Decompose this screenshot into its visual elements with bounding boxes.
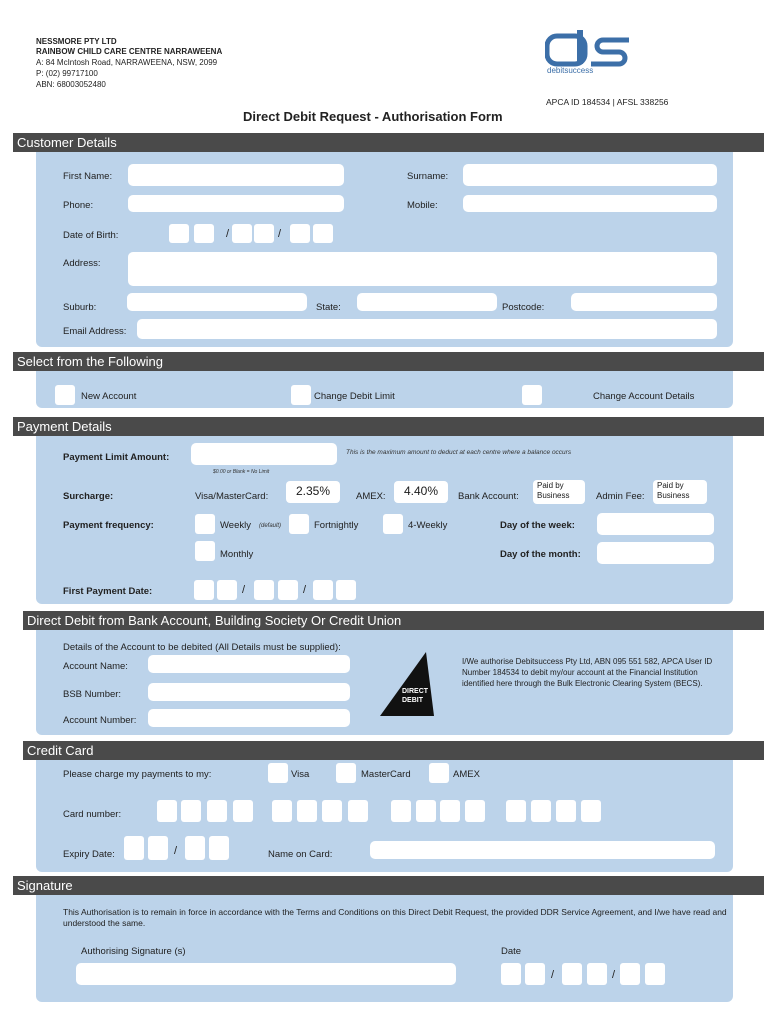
name-on-card-label: Name on Card: [268,849,333,860]
new-account-checkbox[interactable] [55,385,75,405]
section-bank: Direct Debit from Bank Account, Building Society Or Credit Union [23,611,764,630]
four-weekly-checkbox[interactable] [383,514,403,534]
dob-year-2[interactable] [313,224,333,243]
card-digit[interactable] [531,800,551,822]
limit-label: Payment Limit Amount: [63,452,170,463]
first-date-sep-1: / [242,584,246,596]
expiry-year-1[interactable] [185,836,205,860]
frequency-label: Payment frequency: [63,520,154,531]
first-date-label: First Payment Date: [63,586,153,597]
debitsuccess-logo [545,28,635,78]
first-name-field[interactable] [128,164,344,186]
card-digit[interactable] [556,800,576,822]
fortnightly-checkbox[interactable] [289,514,309,534]
expiry-month-1[interactable] [124,836,144,860]
bank-details-note: Details of the Account to be debited (All Details must be supplied): [63,642,341,653]
section-credit-card: Credit Card [23,741,764,760]
charge-label: Please charge my payments to my: [63,769,212,780]
dob-year-1[interactable] [290,224,310,243]
company-name: NESSMORE PTY LTD [36,37,117,46]
state-field[interactable] [357,293,497,311]
admin-label: Admin Fee: [596,491,645,502]
sig-date-year-2[interactable] [645,963,665,985]
card-digit[interactable] [297,800,317,822]
mobile-field[interactable] [463,195,717,212]
section-select: Select from the Following [13,352,764,371]
centre-phone: P: (02) 99717100 [36,69,98,78]
dob-sep-1: / [226,228,230,240]
mastercard-checkbox[interactable] [336,763,356,783]
phone-field[interactable] [128,195,344,212]
first-date-year-2[interactable] [336,580,356,600]
postcode-label: Postcode: [502,302,545,313]
select-panel [36,371,733,408]
suburb-label: Suburb: [63,302,97,313]
first-date-sep-2: / [303,584,307,596]
change-limit-label: Change Debit Limit [314,391,395,402]
card-digit[interactable] [506,800,526,822]
dob-day-2[interactable] [194,224,214,243]
card-digit[interactable] [181,800,201,822]
card-digit[interactable] [581,800,601,822]
fortnightly-label: Fortnightly [314,520,359,531]
visa-mc-label: Visa/MasterCard: [195,491,269,502]
bsb-label: BSB Number: [63,689,122,700]
sig-date-sep-2: / [612,969,616,981]
form-title: Direct Debit Request - Authorisation Form [243,109,503,124]
dob-label: Date of Birth: [63,230,119,241]
card-digit[interactable] [391,800,411,822]
day-week-field[interactable] [597,513,714,535]
direct-debit-logo [378,650,448,720]
card-number-label: Card number: [63,809,122,820]
card-digit[interactable] [465,800,485,822]
account-number-label: Account Number: [63,715,137,726]
expiry-sep: / [174,845,178,857]
first-date-month-1[interactable] [254,580,274,600]
address-label: Address: [63,258,101,269]
phone-label: Phone: [63,200,94,211]
account-name-field[interactable] [148,655,350,673]
mobile-label: Mobile: [407,200,438,211]
bsb-field[interactable] [148,683,350,701]
email-field[interactable] [137,319,717,339]
centre-address: A: 84 McIntosh Road, NARRAWEENA, NSW, 2099 [36,58,218,67]
visa-checkbox[interactable] [268,763,288,783]
signature-label: Authorising Signature (s) [81,946,186,957]
dob-month-1[interactable] [232,224,252,243]
amex-rate-label: AMEX: [356,491,386,502]
section-payment: Payment Details [13,417,764,436]
dob-day-1[interactable] [169,224,189,243]
first-name-label: First Name: [63,171,113,182]
logo-text: debitsuccess [547,66,594,75]
surname-label: Surname: [407,171,449,182]
change-details-label: Change Account Details [593,391,695,402]
first-date-day-2[interactable] [217,580,237,600]
four-weekly-label: 4-Weekly [408,520,448,531]
expiry-year-2[interactable] [209,836,229,860]
dob-month-2[interactable] [254,224,274,243]
signature-date-label: Date [501,946,522,957]
signature-terms: This Authorisation is to remain in force in accordance with the Terms and Conditions on this Direct Debit Request, the provided DDR Service Agreement, and I/we have read and understood the same. [63,907,727,928]
sig-date-month-2[interactable] [587,963,607,985]
weekly-note: (default) [259,523,282,529]
weekly-checkbox[interactable] [195,514,215,534]
limit-field[interactable] [191,443,337,465]
section-signature: Signature [13,876,764,895]
bank-label: Bank Account: [458,491,519,502]
state-label: State: [316,302,341,313]
weekly-label: Weekly [220,520,251,531]
admin-paid-by: Paid by Business [653,480,707,504]
expiry-month-2[interactable] [148,836,168,860]
day-month-label: Day of the month: [500,549,581,560]
visa-rate: 2.35% [286,481,340,503]
first-date-year-1[interactable] [313,580,333,600]
first-date-day-1[interactable] [194,580,214,600]
card-digit[interactable] [416,800,436,822]
limit-note: This is the maximum amount to deduct at each centre where a balance occurs [346,449,572,456]
surcharge-label: Surcharge: [63,491,114,502]
monthly-checkbox[interactable] [195,541,215,561]
centre-abn: ABN: 68003052480 [36,80,106,89]
bank-paid-by: Paid by Business [533,480,585,504]
sig-date-day-1[interactable] [501,963,521,985]
authorise-text: I/We authorise Debitsuccess Pty Ltd, ABN 095 551 582, APCA User ID Number 184534 to debit my/our account at the Financial Institution identified here through the Bulk Electronic Clearing System (BECS). [462,657,713,688]
new-account-label: New Account [81,391,137,402]
expiry-label: Expiry Date: [63,849,115,860]
centre-name: RAINBOW CHILD CARE CENTRE NARRAWEENA [36,47,223,56]
name-on-card-field[interactable] [370,841,715,859]
suburb-field[interactable] [127,293,307,311]
dd-logo-line1: DIRECT [402,688,429,695]
first-date-month-2[interactable] [278,580,298,600]
change-limit-checkbox[interactable] [291,385,311,405]
section-customer-details: Customer Details [13,133,764,152]
sig-date-month-1[interactable] [562,963,582,985]
card-digit[interactable] [440,800,460,822]
card-digit[interactable] [233,800,253,822]
amex-rate: 4.40% [394,481,448,503]
sig-date-sep-1: / [551,969,555,981]
card-digit[interactable] [157,800,177,822]
card-digit[interactable] [348,800,368,822]
limit-sub: $0.00 or Blank = No Limit [213,469,270,475]
postcode-field[interactable] [571,293,717,311]
surname-field[interactable] [463,164,717,186]
day-month-field[interactable] [597,542,714,564]
change-details-checkbox[interactable] [522,385,542,405]
card-digit[interactable] [272,800,292,822]
apca-afsl: APCA ID 184534 | AFSL 338256 [546,97,669,107]
visa-label: Visa [291,769,310,780]
card-digit[interactable] [322,800,342,822]
email-label: Email Address: [63,326,127,337]
monthly-label: Monthly [220,549,254,560]
amex-checkbox[interactable] [429,763,449,783]
card-digit[interactable] [207,800,227,822]
sig-date-year-1[interactable] [620,963,640,985]
address-field[interactable] [128,252,717,286]
account-name-label: Account Name: [63,661,128,672]
mastercard-label: MasterCard [361,769,411,780]
signature-field[interactable] [76,963,456,985]
dd-logo-line2: DEBIT [402,697,423,704]
account-number-field[interactable] [148,709,350,727]
amex-label: AMEX [453,769,480,780]
sig-date-day-2[interactable] [525,963,545,985]
day-week-label: Day of the week: [500,520,575,531]
dob-sep-2: / [278,228,282,240]
